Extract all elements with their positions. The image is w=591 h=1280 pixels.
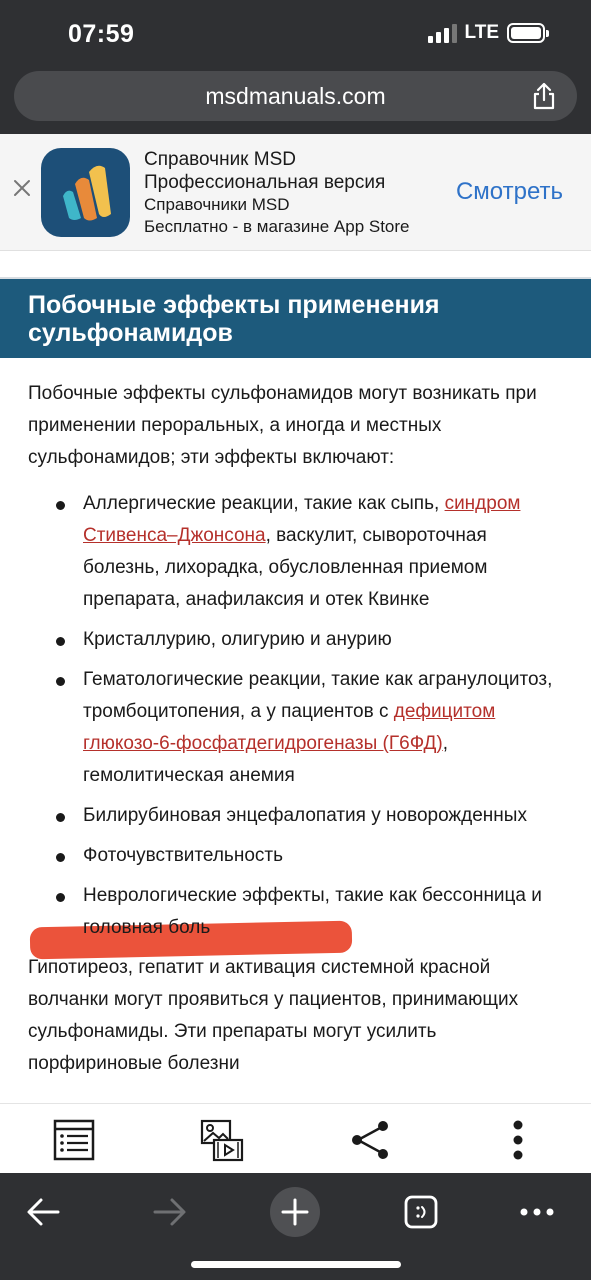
g6pd-deficiency-link[interactable]: дефицитом глюкозо-6-фосфатдегидрогеназы (Г6ФД) xyxy=(83,701,496,754)
status-bar xyxy=(0,0,591,66)
list-item-text: Билирубиновая энцефалопатия у новорожденных xyxy=(83,805,527,826)
view-app-button[interactable]: Смотреть xyxy=(455,178,563,205)
browser-navigation-bar xyxy=(0,1173,591,1280)
home-indicator xyxy=(191,1261,401,1268)
table-of-contents-icon[interactable] xyxy=(52,1118,96,1162)
signal-icon xyxy=(428,23,457,43)
article-content xyxy=(28,378,568,1080)
browser-address-area xyxy=(0,66,591,134)
banner-title-line2: Профессиональная версия xyxy=(144,172,386,193)
list-item-text: Кристаллурию, олигурию и анурию xyxy=(83,629,392,650)
new-tab-plus-icon[interactable] xyxy=(268,1185,322,1239)
url-text: msdmanuals.com xyxy=(205,82,386,109)
list-item xyxy=(28,800,568,832)
battery-icon xyxy=(507,23,545,43)
list-item xyxy=(28,840,568,872)
back-arrow-icon[interactable] xyxy=(16,1185,70,1239)
banner-publisher: Справочники MSD xyxy=(144,195,290,214)
closing-paragraph: Гипотиреоз, гепатит и активация системной красной волчанки могут проявиться у пациентов, принимающих сульфонамиды. Эти препараты могут усилить порфириновые болезни xyxy=(28,957,519,1074)
network-label: LTE xyxy=(464,22,499,43)
address-bar[interactable] xyxy=(14,71,577,121)
side-effects-list xyxy=(28,488,568,944)
intro-paragraph: Побочные эффекты сульфонамидов могут возникать при применении пероральных, а иногда и местных сульфонамидов; эти эффекты включают: xyxy=(28,383,537,468)
article-toolbar xyxy=(0,1103,591,1173)
banner-price: Бесплатно - в магазине App Store xyxy=(144,217,410,236)
status-indicators xyxy=(428,22,545,44)
list-item-text: Аллергические реакции, такие как сыпь, xyxy=(83,493,445,514)
stevens-johnson-link[interactable]: синдром Стивенса–Джонсона xyxy=(83,493,521,546)
more-vertical-icon[interactable] xyxy=(496,1118,540,1162)
list-item-text: Фоточувствительность xyxy=(83,845,283,866)
list-item-text: Гематологические реакции, такие как агранулоцитоз, тромбоцитопения, а у пациентов с xyxy=(83,669,553,722)
list-item-text: , васкулит, сывороточная болезнь, лихорадка, обусловленная приемом препарата, анафилаксия и отек Квинке xyxy=(83,525,488,610)
app-logo-icon xyxy=(41,148,130,237)
list-item xyxy=(28,880,568,944)
share-icon[interactable] xyxy=(348,1118,392,1162)
list-item-text: , гемолитическая анемия xyxy=(83,733,449,786)
section-title: Побочные эффекты применения сульфонамидов xyxy=(28,291,440,347)
forward-arrow-icon[interactable] xyxy=(143,1185,197,1239)
list-item-text: Неврологические эффекты, такие как бессонница и головная боль xyxy=(83,885,542,938)
banner-title-line1: Справочник MSD xyxy=(144,149,296,170)
list-item xyxy=(28,488,568,616)
tabs-icon[interactable] xyxy=(394,1185,448,1239)
close-icon[interactable] xyxy=(12,178,32,198)
share-icon[interactable] xyxy=(529,81,559,111)
banner-divider xyxy=(0,251,591,279)
banner-text xyxy=(144,148,410,238)
list-item xyxy=(28,664,568,792)
status-time: 07:59 xyxy=(68,20,135,48)
app-store-banner xyxy=(0,134,591,251)
list-item xyxy=(28,624,568,656)
section-header xyxy=(0,279,591,358)
media-gallery-icon[interactable] xyxy=(200,1118,244,1162)
more-horizontal-icon[interactable] xyxy=(510,1185,564,1239)
